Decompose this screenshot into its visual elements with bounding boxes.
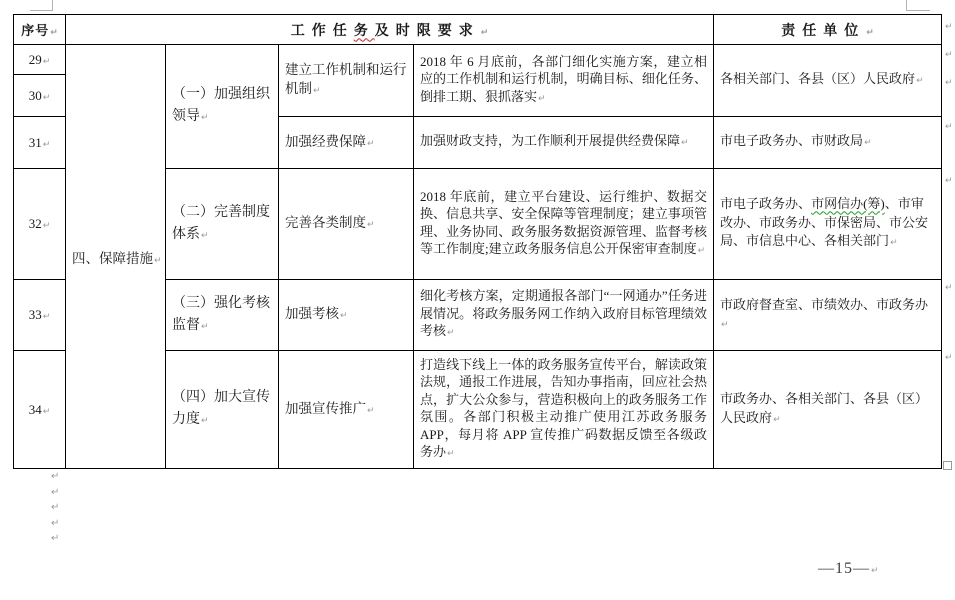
cell-unit-34[interactable]: 市政务办、各相关部门、各县（区）人民政府↵ bbox=[714, 351, 942, 469]
cell-task-29-30[interactable]: 建立工作机制和运行机制↵ bbox=[279, 45, 414, 117]
cell-row-number-29[interactable]: 29↵ bbox=[14, 45, 66, 75]
pilcrow-mark: ↵ bbox=[447, 449, 455, 459]
header-cell-serial[interactable] bbox=[14, 15, 66, 45]
pilcrow-mark: ↵ bbox=[201, 321, 209, 332]
pilcrow-mark: ↵ bbox=[447, 328, 455, 339]
header-cell-task[interactable] bbox=[66, 15, 714, 45]
cell-unit-29-30[interactable]: 各相关部门、各县（区）人民政府↵ bbox=[714, 45, 942, 117]
pilcrow-mark: ↵ bbox=[201, 416, 209, 426]
cell-task-31[interactable]: 加强经费保障↵ bbox=[279, 117, 414, 169]
cell-task-32[interactable]: 完善各类制度↵ bbox=[279, 169, 414, 280]
cell-task-34[interactable]: 加强宣传推广↵ bbox=[279, 351, 414, 469]
row-end-mark: ↵ bbox=[945, 122, 953, 132]
header-serial-label: 序号 bbox=[21, 22, 50, 38]
pilcrow-mark: ↵ bbox=[51, 471, 60, 482]
cell-requirement-34[interactable]: 打造线下线上一体的政务服务宣传平台，解读政策法规，通报工作进展，告知办事指南，回应社会热点，扩大公众参与，营造积极向上的政务服务工作氛围。各部门积极主动推广使用江苏政务服务APP，每月将 APP 宣传推广码数据反馈至各级政务办↵ bbox=[414, 351, 714, 469]
cell-task-33[interactable]: 加强考核↵ bbox=[279, 280, 414, 351]
pilcrow-mark: ↵ bbox=[51, 502, 60, 514]
cell-requirement-29-30[interactable]: 2018 年 6 月底前，各部门细化实施方案，建立相应的工作机制和运行机制，明确目标、细化任务、倒排工期、狠抓落实↵ bbox=[414, 45, 714, 117]
pilcrow-mark: ↵ bbox=[42, 312, 51, 322]
pilcrow-mark: ↵ bbox=[42, 221, 51, 231]
cell-requirement-33[interactable]: 细化考核方案，定期通报各部门“一网通办”任务进展情况。将政务服务网工作纳入政府目标管理绩效考核↵ bbox=[414, 280, 714, 351]
work-task-table bbox=[13, 14, 942, 469]
cell-row-number-31[interactable]: 31↵ bbox=[14, 117, 66, 169]
pilcrow-mark: ↵ bbox=[773, 414, 781, 425]
row-end-mark: ↵ bbox=[945, 22, 953, 32]
cell-row-number-34[interactable]: 34↵ bbox=[14, 351, 66, 469]
pilcrow-mark: ↵ bbox=[201, 113, 209, 123]
pilcrow-mark: ↵ bbox=[340, 311, 348, 321]
cell-requirement-32[interactable]: 2018 年底前，建立平台建设、运行维护、数据交换、信息共享、安全保障等管理制度；建立事项管理、业务协同、政务服务数据资源管理、监督考核等工作制度;建立政务服务信息公开保密审查制度↵ bbox=[414, 169, 714, 280]
pilcrow-mark: ↵ bbox=[154, 255, 162, 266]
cell-unit-31[interactable]: 市电子政务办、市财政局↵ bbox=[714, 117, 942, 169]
pilcrow-mark: ↵ bbox=[890, 238, 898, 249]
cell-row-number-30[interactable]: 30↵ bbox=[14, 75, 66, 117]
margin-crop-mark-top-left bbox=[30, 0, 53, 11]
pilcrow-mark: ↵ bbox=[50, 27, 58, 38]
spellcheck-underline: 务 bbox=[353, 23, 375, 39]
pilcrow-mark: ↵ bbox=[367, 138, 375, 149]
cell-category-safeguards[interactable]: 四、保障措施↵ bbox=[66, 45, 166, 469]
cell-row-number-33[interactable]: 33↵ bbox=[14, 280, 66, 351]
pilcrow-mark: ↵ bbox=[201, 230, 209, 241]
cell-unit-33[interactable]: 市政府督查室、市绩效办、市政务办↵ bbox=[714, 280, 942, 351]
cell-row-number-32[interactable]: 32↵ bbox=[14, 169, 66, 280]
pilcrow-mark: ↵ bbox=[367, 220, 375, 230]
pilcrow-mark: ↵ bbox=[480, 27, 489, 38]
pilcrow-mark: ↵ bbox=[51, 517, 60, 529]
pilcrow-mark: ↵ bbox=[313, 86, 321, 96]
row-end-mark: ↵ bbox=[945, 50, 953, 60]
pilcrow-mark: ↵ bbox=[697, 246, 706, 256]
cell-subcategory-3[interactable]: （三）强化考核监督↵ bbox=[166, 280, 279, 351]
cell-unit-32[interactable]: 市电子政务办、市网信办(筹)、市审改办、市政务办、市保密局、市公安局、市信息中心、各相关部门↵ bbox=[714, 169, 942, 280]
header-task-label: 工作任务及时限要求 bbox=[290, 23, 480, 39]
pilcrow-mark: ↵ bbox=[42, 139, 51, 150]
header-cell-unit[interactable] bbox=[714, 15, 942, 45]
pilcrow-mark: ↵ bbox=[871, 566, 880, 576]
cell-subcategory-1[interactable]: （一）加强组织领导↵ bbox=[166, 45, 279, 169]
pilcrow-mark: ↵ bbox=[538, 93, 546, 104]
pilcrow-mark: ↵ bbox=[51, 533, 60, 545]
pilcrow-mark: ↵ bbox=[367, 405, 375, 416]
empty-paragraph-marks bbox=[50, 471, 59, 549]
pilcrow-mark: ↵ bbox=[916, 76, 924, 87]
row-end-mark: ↵ bbox=[945, 78, 953, 88]
row-end-mark: ↵ bbox=[945, 283, 953, 293]
row-end-mark: ↵ bbox=[945, 176, 953, 186]
pilcrow-mark: ↵ bbox=[721, 320, 729, 330]
cell-subcategory-2[interactable]: （二）完善制度体系↵ bbox=[166, 169, 279, 280]
row-end-mark: ↵ bbox=[945, 353, 953, 363]
grammar-underline: 市网信办(筹) bbox=[811, 196, 885, 212]
header-unit-label: 责任单位 bbox=[781, 23, 866, 39]
cell-subcategory-4[interactable]: （四）加大宣传力度↵ bbox=[166, 351, 279, 469]
pilcrow-mark: ↵ bbox=[864, 138, 872, 149]
pilcrow-mark: ↵ bbox=[681, 138, 689, 149]
table-resize-handle[interactable] bbox=[943, 461, 952, 470]
pilcrow-mark: ↵ bbox=[51, 486, 60, 498]
pilcrow-mark: ↵ bbox=[42, 406, 51, 417]
margin-crop-mark-top-right bbox=[906, 0, 930, 11]
cell-requirement-31[interactable]: 加强财政支持，为工作顺利开展提供经费保障↵ bbox=[414, 117, 714, 169]
pilcrow-mark: ↵ bbox=[866, 27, 874, 38]
pilcrow-mark: ↵ bbox=[42, 92, 51, 103]
pilcrow-mark: ↵ bbox=[42, 56, 51, 67]
page-number: —15—↵ bbox=[818, 560, 880, 577]
